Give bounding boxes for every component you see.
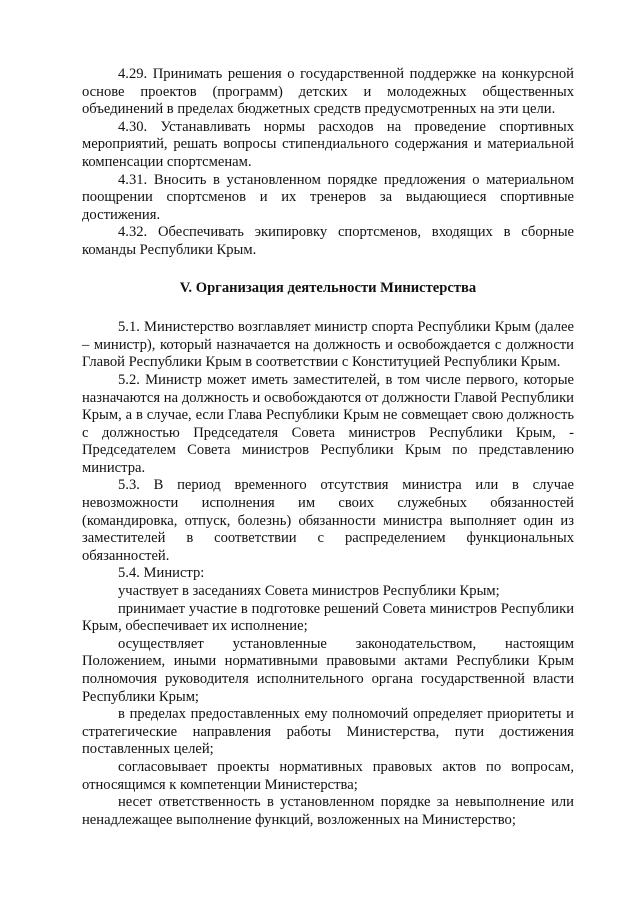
- paragraph-4-29: 4.29. Принимать решения о государственной поддержке на конкурсной основе проектов (программ) детских и молодежных общественных объединений в пределах бюджетных средств предусмотренных на эти цели.: [82, 66, 574, 118]
- minister-duty-item: участвует в заседаниях Совета министров Республики Крым;: [118, 583, 500, 600]
- paragraph-4-32: 4.32. Обеспечивать экипировку спортсменов, входящих в сборные команды Республики Крым.: [82, 224, 574, 258]
- paragraph-5-2: 5.2. Министр может иметь заместителей, в том числе первого, которые назначаются на должность и освобождаются от должности Главой Республики Крым, а в случае, если Глава Республики Крым не совмещает свою должность с должностью Председателя Совета министров Республики Крым, - Председателем Совета министров Республики Крым по представлению министра.: [82, 371, 574, 476]
- minister-duty-item: принимает участие в подготовке решений Совета министров Республики Крым, обеспечивает их исполнение;: [82, 600, 574, 635]
- minister-duty-item: осуществляет установленные законодательством, настоящим Положением, иными нормативными правовыми актами Республики Крым полномочия руководителя исполнительного органа государственной власти Республики Крым;: [82, 635, 574, 705]
- minister-duty-item: согласовывает проекты нормативных правовых актов по вопросам, относящимся к компетенции Министерства;: [82, 758, 574, 793]
- minister-duty-item: несет ответственность в установленном порядке за невыполнение или ненадлежащее выполнение функций, возложенных на Министерство;: [82, 794, 574, 828]
- document-page: [82, 66, 574, 829]
- paragraph-5-4: 5.4. Министр:: [118, 565, 205, 582]
- paragraph-4-31: 4.31. Вносить в установленном порядке предложения о материальном поощрении спортсменов и их тренеров за выдающиеся спортивные достижения.: [82, 171, 574, 223]
- paragraph-4-30: 4.30. Устанавливать нормы расходов на проведение спортивных мероприятий, решать вопросы стипендиального содержания и материальной компенсации спортсменам.: [82, 118, 574, 170]
- paragraph-5-1: 5.1. Министерство возглавляет министр спорта Республики Крым (далее – министр), который назначается на должность и освобождается с должности Главой Республики Крым в соответствии с Конституцией Республики Крым.: [82, 319, 574, 371]
- paragraph-5-3: 5.3. В период временного отсутствия министра или в случае невозможности исполнения им своих служебных обязанностей (командировка, отпуск, болезнь) обязанности министра выполняет один из заместителей в соответствии с распределением функциональных обязанностей.: [82, 477, 574, 564]
- minister-duty-item: в пределах предоставленных ему полномочий определяет приоритеты и стратегические направления работы Министерства, пути достижения поставленных целей;: [82, 706, 574, 758]
- section-heading: V. Организация деятельности Министерства: [179, 279, 477, 296]
